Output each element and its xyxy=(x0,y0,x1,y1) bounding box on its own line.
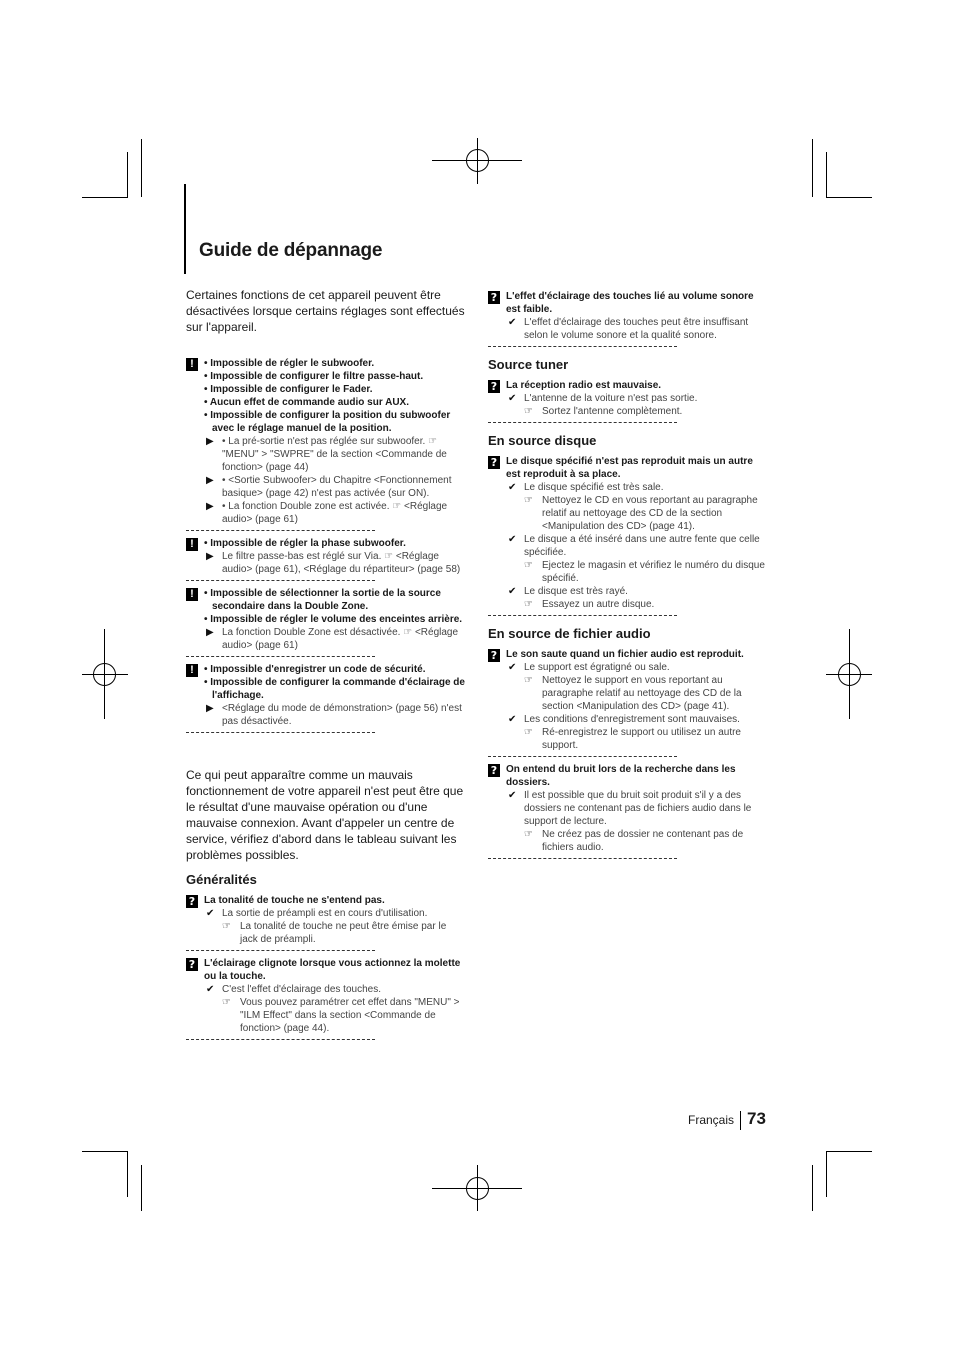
question-icon: ? xyxy=(488,380,500,393)
section-fichier xyxy=(488,648,768,859)
reference-icon: ☞ xyxy=(524,560,533,571)
warning-block xyxy=(186,587,466,652)
problem-question: L'éclairage clignote lorsque vous actionnez la molette ou la touche. xyxy=(204,958,461,982)
problem-question: La tonalité de touche ne s'entend pas. xyxy=(204,895,385,906)
warning-cause-text: • La pré-sortie n'est pas réglée sur subwoofer. ☞ "MENU" > "SWPRE" de la section <Commande de fonction> (page 44) xyxy=(222,436,447,473)
problem-block xyxy=(186,957,466,1035)
problem-remedy xyxy=(524,674,768,713)
check-icon: ✔ xyxy=(206,984,215,995)
warning-icon: ! xyxy=(186,358,198,371)
question-icon: ? xyxy=(488,764,500,777)
problem-cause-text: Le support est égratigné ou sale. xyxy=(524,662,670,673)
problem-remedy xyxy=(524,726,768,752)
warning-cause-text: La fonction Double Zone est désactivée. ☞ <Réglage audio> (page 61) xyxy=(222,627,459,651)
problem-cause xyxy=(506,392,768,405)
reference-icon: ☞ xyxy=(524,599,533,610)
reference-icon: ☞ xyxy=(524,829,533,840)
warning-cause xyxy=(204,474,466,500)
problem-remedy-text: Nettoyez le support en vous reportant au paragraphe relatif au nettoyage des CD de la section <Manipulation des CD> (page 41). xyxy=(542,675,742,712)
warning-item: • Aucun effet de commande audio sur AUX. xyxy=(204,397,410,408)
problem-block xyxy=(186,894,466,946)
problem-cause xyxy=(506,585,768,598)
check-icon: ✔ xyxy=(508,586,517,597)
problem-cause-text: Il est possible que du bruit soit produit s'il y a des dossiers ne contenant pas de fichiers audio dans le support de lecture. xyxy=(524,790,752,827)
warning-item: • Impossible d'enregistrer un code de sécurité. xyxy=(204,664,426,675)
title-rule xyxy=(184,184,186,274)
problem-question: La réception radio est mauvaise. xyxy=(506,380,662,391)
problem-remedy xyxy=(524,559,768,585)
check-icon: ✔ xyxy=(508,482,517,493)
problem-cause xyxy=(506,316,768,342)
warning-cause-text: Le filtre passe-bas est réglé sur Via. ☞ <Réglage audio> (page 61), <Réglage du répartiteur> (page 58) xyxy=(222,551,461,575)
reference-icon: ☞ xyxy=(524,727,533,738)
problem-cause xyxy=(506,533,768,559)
section-divider xyxy=(488,422,677,423)
problem-question: L'effet d'éclairage des touches lié au volume sonore est faible. xyxy=(506,291,754,315)
section-disque-heading: En source disque xyxy=(488,433,597,448)
problem-cause-text: C'est l'effet d'éclairage des touches. xyxy=(222,984,381,995)
problem-cause xyxy=(506,789,768,828)
reference-icon: ☞ xyxy=(524,406,533,417)
section-divider xyxy=(186,580,375,581)
problem-block xyxy=(488,290,768,342)
warning-block xyxy=(186,537,466,576)
intro-text: Certaines fonctions de cet appareil peuvent être désactivées lorsque certains réglages sont effectués sur l'appareil. xyxy=(186,288,465,334)
warning-cause xyxy=(204,626,466,652)
section-divider xyxy=(488,858,677,859)
section-tuner-heading: Source tuner xyxy=(488,357,569,372)
question-icon: ? xyxy=(488,649,500,662)
warning-cause-text: • <Sortie Subwoofer> du Chapitre <Fonctionnement basique> (page 42) n'est pas activée (sur ON). xyxy=(222,475,452,499)
problem-cause xyxy=(204,983,466,996)
intro2-text: Ce qui peut apparaître comme un mauvais fonctionnement de votre appareil n'est peut être que le résultat d'une mauvaise opération ou d'une mauvaise connexion. Avant d'appeler un centre de service, vérifiez d'abord dans le tableau suivant les problèmes possibles. xyxy=(186,768,464,862)
check-icon: ✔ xyxy=(508,662,517,673)
problem-remedy-text: La tonalité de touche ne peut être émise par le jack de préampli. xyxy=(240,921,447,945)
section-tuner xyxy=(488,379,768,423)
problem-cause xyxy=(506,713,768,726)
question-icon: ? xyxy=(186,958,198,971)
problem-remedy-text: Vous pouvez paramétrer cet effet dans "MENU" > "ILM Effect" dans la section <Commande de fonction> (page 44). xyxy=(240,997,460,1034)
arrow-icon: ▶ xyxy=(206,475,214,486)
problem-cause xyxy=(506,661,768,674)
problem-cause-text: Les conditions d'enregistrement sont mauvaises. xyxy=(524,714,740,725)
reference-icon: ☞ xyxy=(524,675,533,686)
problem-remedy xyxy=(222,920,466,946)
warning-item: • Impossible de régler la phase subwoofer. xyxy=(204,538,406,549)
check-icon: ✔ xyxy=(508,714,517,725)
footer-separator xyxy=(740,1111,741,1130)
problem-remedy-text: Nettoyez le CD en vous reportant au paragraphe relatif au nettoyage des CD de la section <Manipulation des CD> (page 41). xyxy=(542,495,758,532)
problem-cause-text: L'antenne de la voiture n'est pas sortie. xyxy=(524,393,698,404)
question-icon: ? xyxy=(488,456,500,469)
warning-cause-text: <Réglage du mode de démonstration> (page 56) n'est pas désactivée. xyxy=(222,703,462,727)
warning-cause xyxy=(204,702,466,728)
problem-remedy xyxy=(222,996,466,1035)
warnings-list xyxy=(186,357,466,733)
page-title: Guide de dépannage xyxy=(199,240,383,261)
problem-remedy xyxy=(524,494,768,533)
question-icon: ? xyxy=(186,895,198,908)
warning-item: • Impossible de configurer le filtre passe-haut. xyxy=(204,371,424,382)
problem-remedy-text: Ré-enregistrez le support ou utilisez un autre support. xyxy=(542,727,741,751)
problem-remedy-text: Ejectez le magasin et vérifiez le numéro du disque spécifié. xyxy=(542,560,765,584)
problem-cause-text: Le disque spécifié est très sale. xyxy=(524,482,664,493)
arrow-icon: ▶ xyxy=(206,627,214,638)
problem-block xyxy=(488,455,768,611)
problem-cause-text: La sortie de préampli est en cours d'utilisation. xyxy=(222,908,428,919)
section-disque xyxy=(488,455,768,616)
section-divider xyxy=(186,530,375,531)
problem-cause-text: L'effet d'éclairage des touches peut être insuffisant selon le volume sonore et la qualité sonore. xyxy=(524,317,749,341)
section-fichier-heading: En source de fichier audio xyxy=(488,626,651,641)
warning-cause xyxy=(204,500,466,526)
warning-cause-text: • La fonction Double zone est activée. ☞ <Réglage audio> (page 61) xyxy=(222,501,448,525)
question-icon: ? xyxy=(488,291,500,304)
section-divider xyxy=(488,756,677,757)
warning-block xyxy=(186,357,466,526)
warning-icon: ! xyxy=(186,588,198,601)
warning-item: • Impossible de sélectionner la sortie de la source secondaire dans la Double Zone. xyxy=(204,588,441,612)
problem-remedy xyxy=(524,405,768,418)
section-divider xyxy=(186,732,375,733)
section-divider xyxy=(488,346,677,347)
section-generalites-heading: Généralités xyxy=(186,872,257,887)
problem-question: Le son saute quand un fichier audio est reproduit. xyxy=(506,649,744,660)
warning-item: • Impossible de configurer le Fader. xyxy=(204,384,373,395)
warning-cause xyxy=(204,435,466,474)
problem-cause-text: Le disque est très rayé. xyxy=(524,586,628,597)
left-column xyxy=(186,287,466,1046)
right-column xyxy=(488,290,768,865)
problem-remedy-text: Sortez l'antenne complètement. xyxy=(542,406,683,417)
warning-block xyxy=(186,663,466,728)
arrow-icon: ▶ xyxy=(206,551,214,562)
section-divider xyxy=(488,615,677,616)
problem-remedy xyxy=(524,828,768,854)
warning-icon: ! xyxy=(186,538,198,551)
check-icon: ✔ xyxy=(508,790,517,801)
check-icon: ✔ xyxy=(508,534,517,545)
check-icon: ✔ xyxy=(508,393,517,404)
section-divider xyxy=(186,950,375,951)
section-divider xyxy=(186,656,375,657)
section-illumination xyxy=(488,290,768,347)
section-divider xyxy=(186,1039,375,1040)
check-icon: ✔ xyxy=(508,317,517,328)
reference-icon: ☞ xyxy=(524,495,533,506)
footer-language: Français xyxy=(688,1113,735,1127)
problem-block xyxy=(488,648,768,752)
problem-remedy-text: Ne créez pas de dossier ne contenant pas de fichiers audio. xyxy=(542,829,744,853)
arrow-icon: ▶ xyxy=(206,436,214,447)
reference-icon: ☞ xyxy=(222,997,231,1008)
problem-question: Le disque spécifié n'est pas reproduit mais un autre est reproduit à sa place. xyxy=(506,456,753,480)
problem-question: On entend du bruit lors de la recherche dans les dossiers. xyxy=(506,764,736,788)
warning-item: • Impossible de configurer la position du subwoofer avec le réglage manuel de la position. xyxy=(204,410,451,434)
problem-remedy xyxy=(524,598,768,611)
warning-cause xyxy=(204,550,466,576)
problem-block xyxy=(488,763,768,854)
warning-item: • Impossible de régler le volume des enceintes arrière. xyxy=(204,614,463,625)
problem-remedy-text: Essayez un autre disque. xyxy=(542,599,655,610)
warning-item: • Impossible de configurer la commande d'éclairage de l'affichage. xyxy=(204,677,465,701)
arrow-icon: ▶ xyxy=(206,501,214,512)
reference-icon: ☞ xyxy=(222,921,231,932)
problem-cause xyxy=(506,481,768,494)
check-icon: ✔ xyxy=(206,908,215,919)
warning-item: • Impossible de régler le subwoofer. xyxy=(204,358,375,369)
page-number: 73 xyxy=(747,1109,766,1128)
problem-cause-text: Le disque a été inséré dans une autre fente que celle spécifiée. xyxy=(524,534,760,558)
problem-cause xyxy=(204,907,466,920)
arrow-icon: ▶ xyxy=(206,703,214,714)
problem-block xyxy=(488,379,768,418)
warning-icon: ! xyxy=(186,664,198,677)
section-generalites xyxy=(186,894,466,1040)
